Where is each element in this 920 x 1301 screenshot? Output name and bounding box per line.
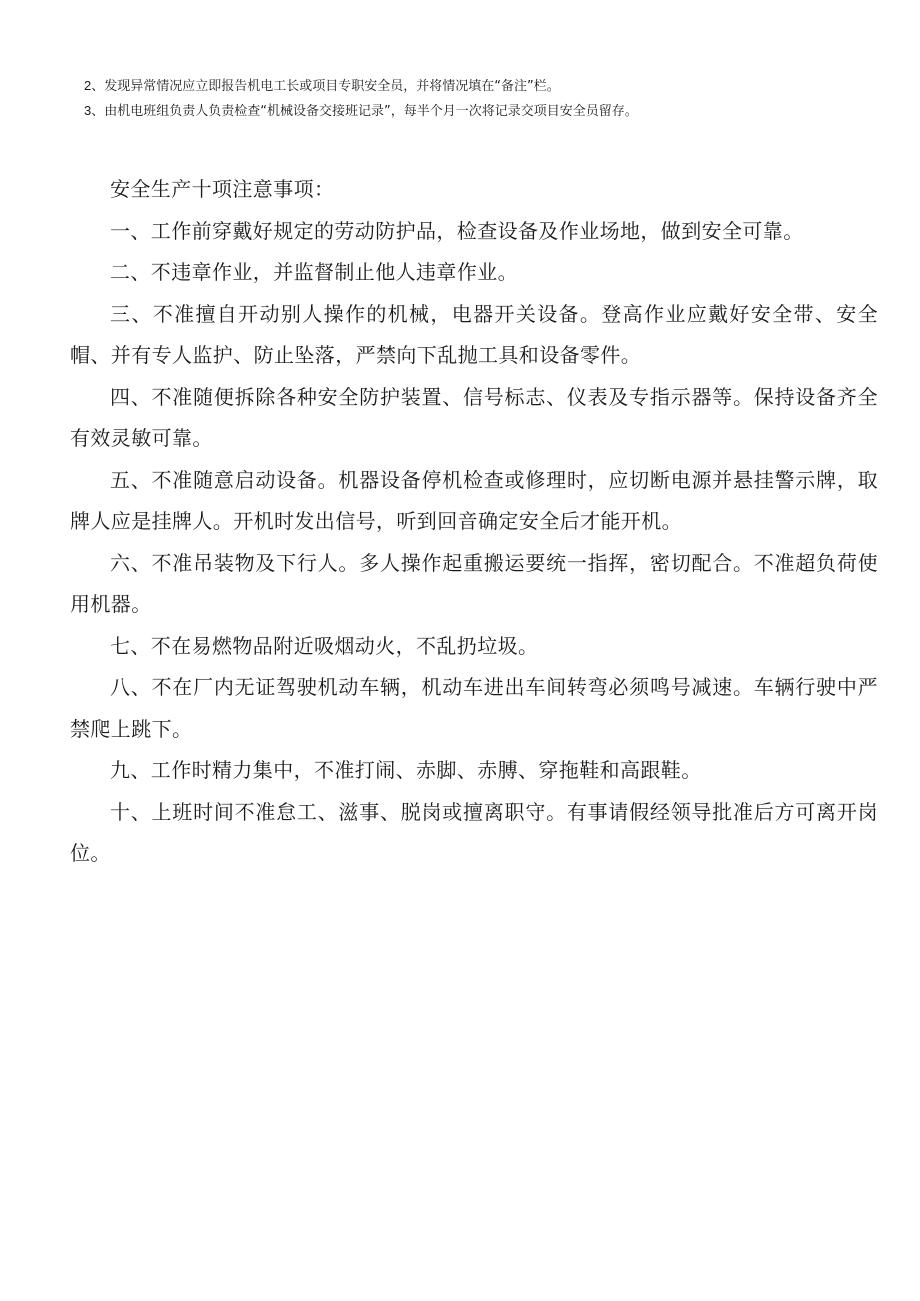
rule-item: 八、不在厂内无证驾驶机动车辆，机动车进出车间转弯必须鸣号减速。车辆行驶中严禁爬上跳下。 [70,675,878,741]
note-item [84,74,884,99]
rule-item: 十、上班时间不准怠工、滋事、脱岗或擅离职守。有事请假经领导批准后方可离开岗位。 [70,799,878,865]
safety-rules-section [70,169,878,875]
rule-item: 二、不违章作业，并监督制止他人违章作业。 [110,260,518,284]
rule-item: 七、不在易燃物品附近吸烟动火，不乱扔垃圾。 [110,633,539,658]
note-text: 、发现异常情况应立即报告机电工长或项目专职安全员，并将情况填在“备注”栏。 [91,79,560,94]
note-text: 、由机电班组负责人负责检查“机械设备交接班记录”，每半个月一次将记录交项目安全员留存。 [91,104,638,119]
section-title: 安全生产十项注意事项： [110,177,335,201]
notes-list [84,74,884,124]
rule-item: 九、工作时精力集中，不准打闹、赤脚、赤膊、穿拖鞋和高跟鞋。 [110,758,702,782]
rule-item: 四、不准随便拆除各种安全防护装置、信号标志、仪表及专指示器等。保持设备齐全有效灵敏可靠。 [70,384,878,450]
rule-item: 六、不准吊装物及下行人。多人操作起重搬运要统一指挥，密切配合。不准超负荷使用机器。 [70,550,878,616]
rule-item: 五、不准随意启动设备。机器设备停机检查或修理时，应切断电源并悬挂警示牌，取牌人应是挂牌人。开机时发出信号，听到回音确定安全后才能开机。 [70,467,878,533]
rule-item: 一、工作前穿戴好规定的劳动防护品，检查设备及作业场地，做到安全可靠。 [110,218,804,243]
note-item [84,99,884,124]
note-number: 2 [84,78,92,93]
rule-item: 三、不准擅自开动别人操作的机械，电器开关设备。登高作业应戴好安全带、安全帽、并有专人监护、防止坠落，严禁向下乱抛工具和设备零件。 [70,301,878,367]
note-number: 3 [84,103,92,118]
